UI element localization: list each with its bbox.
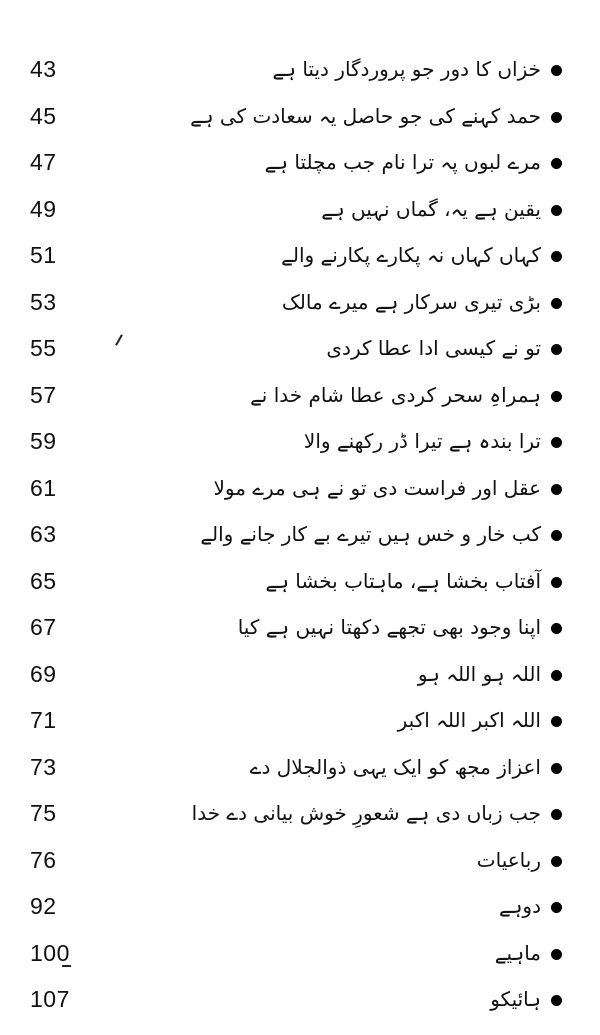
page-number: 45 <box>30 102 57 129</box>
entry-title: بڑی تیری سرکار ہے میرے مالک <box>281 289 541 314</box>
entry-title-wrap <box>265 145 562 179</box>
toc-entry[interactable] <box>0 936 600 983</box>
toc-entry[interactable] <box>0 192 600 239</box>
entry-title-wrap <box>304 424 562 458</box>
page-number: 43 <box>30 56 57 82</box>
toc-entry[interactable] <box>0 610 600 657</box>
bullet-icon <box>551 298 562 309</box>
toc-entry[interactable] <box>0 843 600 890</box>
page-number: 61 <box>30 474 57 501</box>
page-number: 49 <box>30 195 57 222</box>
entry-title-wrap <box>321 192 562 226</box>
toc-entry[interactable] <box>0 889 600 936</box>
table-of-contents <box>0 52 600 1029</box>
page-number: 53 <box>30 288 57 315</box>
bullet-icon <box>551 670 562 681</box>
page-number: 51 <box>30 242 57 268</box>
toc-entry[interactable] <box>0 750 600 797</box>
bullet-icon <box>551 716 562 727</box>
bullet-icon <box>551 65 562 76</box>
entry-title-wrap <box>266 564 563 598</box>
page-number: 76 <box>30 846 57 873</box>
entry-title-wrap <box>418 657 562 691</box>
entry-title-wrap <box>398 703 562 737</box>
entry-title-wrap <box>238 610 562 644</box>
bullet-icon <box>551 112 562 123</box>
entry-title-wrap <box>490 982 562 1016</box>
toc-entry[interactable] <box>0 145 600 192</box>
toc-entry[interactable] <box>0 471 600 518</box>
page-number: 100 <box>30 939 70 966</box>
entry-title-wrap <box>477 843 562 877</box>
entry-title: دوہے <box>498 894 541 918</box>
bullet-icon <box>551 763 562 774</box>
page-number: 63 <box>30 521 57 547</box>
page-number: 57 <box>30 381 57 408</box>
entry-title-wrap <box>250 378 562 412</box>
page-number: 73 <box>30 753 57 780</box>
page-number: 71 <box>30 707 57 733</box>
bullet-icon <box>551 623 562 634</box>
entry-title: ترا بندہ ہے تیرا ڈر رکھنے والا <box>303 429 541 453</box>
entry-title: اللہ ہو اللہ ہو <box>417 661 541 686</box>
entry-title-wrap <box>499 889 562 923</box>
bullet-icon <box>551 530 562 541</box>
toc-entry[interactable] <box>0 52 600 99</box>
page-number: 92 <box>30 893 57 919</box>
toc-entry[interactable] <box>0 796 600 843</box>
entry-title: اعزاز مجھ کو ایک یہی ذوالجلال دے <box>249 754 541 779</box>
page-number: 55 <box>30 335 57 361</box>
toc-entry[interactable] <box>0 99 600 146</box>
entry-title-wrap <box>326 331 562 365</box>
entry-title-wrap <box>213 471 562 505</box>
toc-entry[interactable] <box>0 331 600 378</box>
page-number: 65 <box>30 567 57 594</box>
entry-title: آفتاب بخشا ہے، ماہتاب بخشا ہے <box>265 568 541 593</box>
entry-title: رباعیات <box>476 847 541 872</box>
bullet-icon <box>551 205 562 216</box>
entry-title: ہمراہِ سحر کردی عطا شام خدا نے <box>250 382 541 407</box>
toc-entry[interactable] <box>0 517 600 564</box>
bullet-icon <box>551 577 562 588</box>
page-number: 75 <box>30 800 57 826</box>
entry-title: مرے لبوں پہ ترا نام جب مچلتا ہے <box>264 150 541 174</box>
bullet-icon <box>551 437 562 448</box>
entry-title-wrap <box>250 750 562 784</box>
page-number: 59 <box>30 428 57 454</box>
bullet-icon <box>551 344 562 355</box>
entry-title: خزاں کا دور جو پروردگار دیتا ہے <box>272 57 541 81</box>
entry-title: ماہیے <box>494 940 541 965</box>
entry-title-wrap <box>190 99 562 133</box>
toc-entry[interactable] <box>0 982 600 1029</box>
entry-title: کہاں کہاں نہ پکارے پکارنے والے <box>281 243 541 267</box>
entry-title-wrap <box>273 52 562 86</box>
toc-entry[interactable] <box>0 285 600 332</box>
entry-title: عقل اور فراست دی تو نے ہی مرے مولا <box>213 475 541 500</box>
entry-title: اللہ اکبر اللہ اکبر <box>397 708 541 732</box>
page-number: 67 <box>30 614 57 640</box>
entry-title: تو نے کیسی ادا عطا کردی <box>326 336 541 360</box>
toc-entry[interactable] <box>0 564 600 611</box>
toc-entry[interactable] <box>0 378 600 425</box>
entry-title: حمد کہنے کی جو حاصل یہ سعادت کی ہے <box>190 103 541 128</box>
entry-title-wrap <box>281 238 562 272</box>
toc-entry[interactable] <box>0 657 600 704</box>
bullet-icon <box>551 902 562 913</box>
bullet-icon <box>551 484 562 495</box>
entry-title: کب خار و خس ہیں تیرے بے کار جانے والے <box>200 522 541 546</box>
bullet-icon <box>551 391 562 402</box>
toc-entry[interactable] <box>0 424 600 471</box>
entry-title-wrap <box>495 936 562 970</box>
entry-title: یقین ہے یہ، گماں نہیں ہے <box>321 196 541 221</box>
bullet-icon <box>551 856 562 867</box>
page-number: 47 <box>30 149 57 175</box>
bullet-icon <box>551 158 562 169</box>
toc-entry[interactable] <box>0 238 600 285</box>
entry-title: ہائیکو <box>490 987 541 1011</box>
bullet-icon <box>551 809 562 820</box>
page-number: 69 <box>30 660 57 687</box>
entry-title-wrap <box>282 285 562 319</box>
stray-mark <box>62 965 71 967</box>
bullet-icon <box>551 949 562 960</box>
entry-title-wrap <box>200 517 562 551</box>
entry-title: جب زباں دی ہے شعورِ خوش بیانی دے خدا <box>191 801 541 825</box>
toc-entry[interactable] <box>0 703 600 750</box>
page-number: 107 <box>30 986 70 1012</box>
bullet-icon <box>551 995 562 1006</box>
entry-title: اپنا وجود بھی تجھے دکھتا نہیں ہے کیا <box>237 615 541 639</box>
bullet-icon <box>551 251 562 262</box>
entry-title-wrap <box>192 796 562 830</box>
